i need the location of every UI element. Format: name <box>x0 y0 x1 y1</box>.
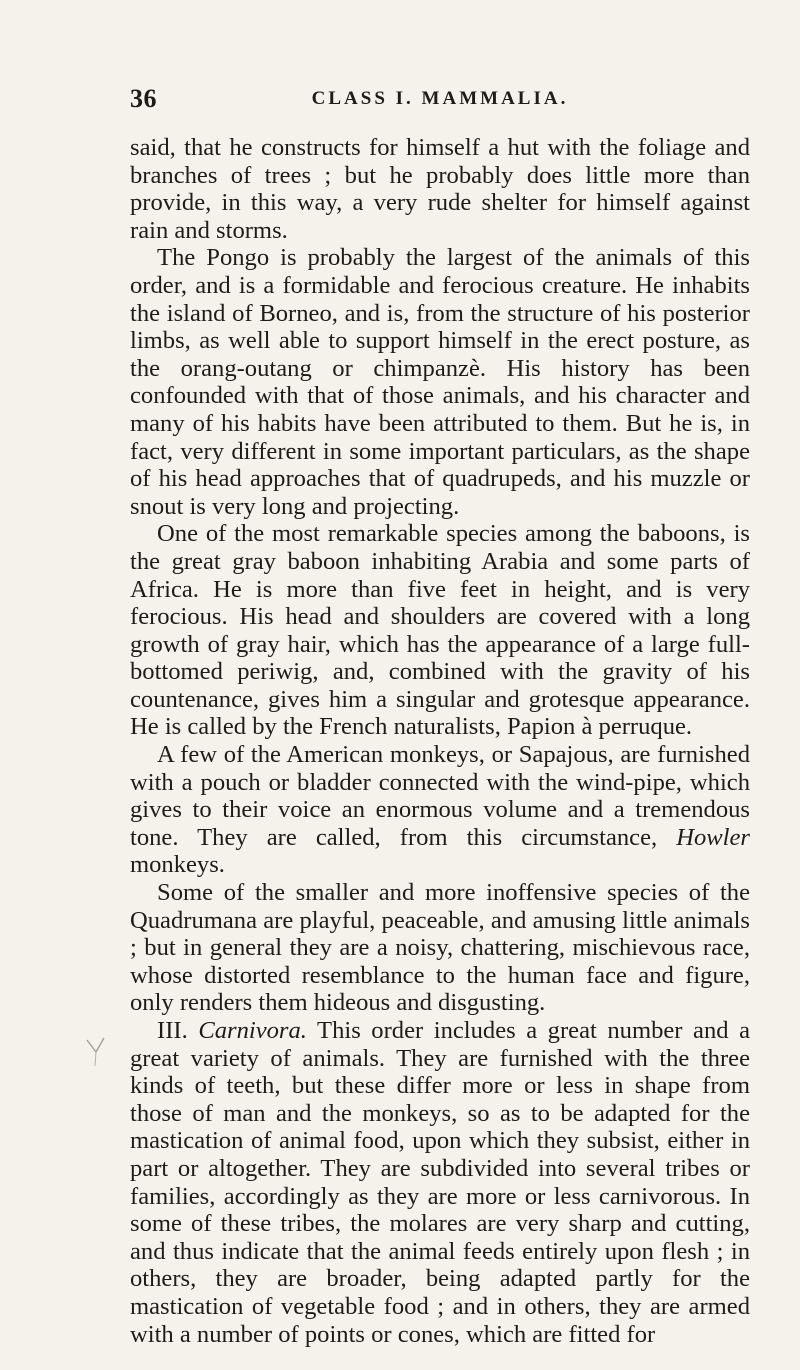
paragraph-howler-monkeys <box>130 741 750 879</box>
body-text <box>130 134 750 1348</box>
howler-text-after: monkeys. <box>130 851 225 879</box>
paragraph-gray-baboon: One of the most remarkable species among the baboons, is the great gray baboon inhabiting Arabia and some parts of Africa. He is more than five feet in height, and is very ferocious. His head and shoulders are covered with a long growth of gray hair, which has the appearance of a large full-bottomed periwig, and, combined with the gravity of his countenance, gives him a singular and grotesque appearance. He is called by the French naturalists, Papion à perruque. <box>130 520 750 741</box>
carnivora-numeral: III. <box>157 1017 199 1044</box>
carnivora-italic-term: Carnivora. <box>198 1017 307 1044</box>
margin-pencil-mark <box>84 1036 108 1068</box>
paragraph-hut-shelter: said, that he constructs for himself a hut with the foliage and branches of trees ; but he probably does little more than provide, in this way, a very rude shelter for himself against rain and storms. <box>130 134 750 244</box>
howler-italic-term: Howler <box>676 823 750 851</box>
page-header <box>130 84 750 114</box>
page-number: 36 <box>130 84 157 113</box>
paragraph-quadrumana: Some of the smaller and more inoffensive species of the Quadrumana are playful, peaceable, and amusing little animals ; but in general they are a noisy, chattering, mischievous race, whose distorted resemblance to the human face and figure, only renders them hideous and disgusting. <box>130 879 750 1017</box>
howler-text-before: A few of the American monkeys, or Sapajous, are furnished with a pouch or bladder connected with the wind-pipe, which gives to their voice an enormous volume and a tremendous tone. They are called, from this circumstance, <box>130 741 750 851</box>
paragraph-pongo: The Pongo is probably the largest of the animals of this order, and is a formidable and ferocious creature. He inhabits the island of Borneo, and is, from the structure of his posterior limbs, as well able to support himself in the erect posture, as the orang-outang or chimpanzè. His history has been confounded with that of those animals, and his character and many of his habits have been attributed to them. But he is, in fact, very different in some important particulars, as the shape of his head approaches that of quadrupeds, and his muzzle or snout is very long and projecting. <box>130 244 750 520</box>
carnivora-text-after: This order includes a great number and a great variety of animals. They are furnished with the three kinds of teeth, but these differ more or less in shape from those of man and the monkeys, so as to be adapted for the mastication of animal food, upon which they subsist, either in part or altogether. They are subdivided into several tribes or families, accordingly as they are more or less carnivorous. In some of these tribes, the molares are very sharp and cutting, and thus indicate that the animal feeds entirely upon flesh ; in others, they are broader, being adapted partly for the mastication of vegetable food ; and in others, they are armed with a number of points or cones, which are fitted for <box>130 1017 750 1348</box>
paragraph-carnivora <box>130 1017 750 1348</box>
running-head: CLASS I. MAMMALIA. <box>311 88 569 109</box>
